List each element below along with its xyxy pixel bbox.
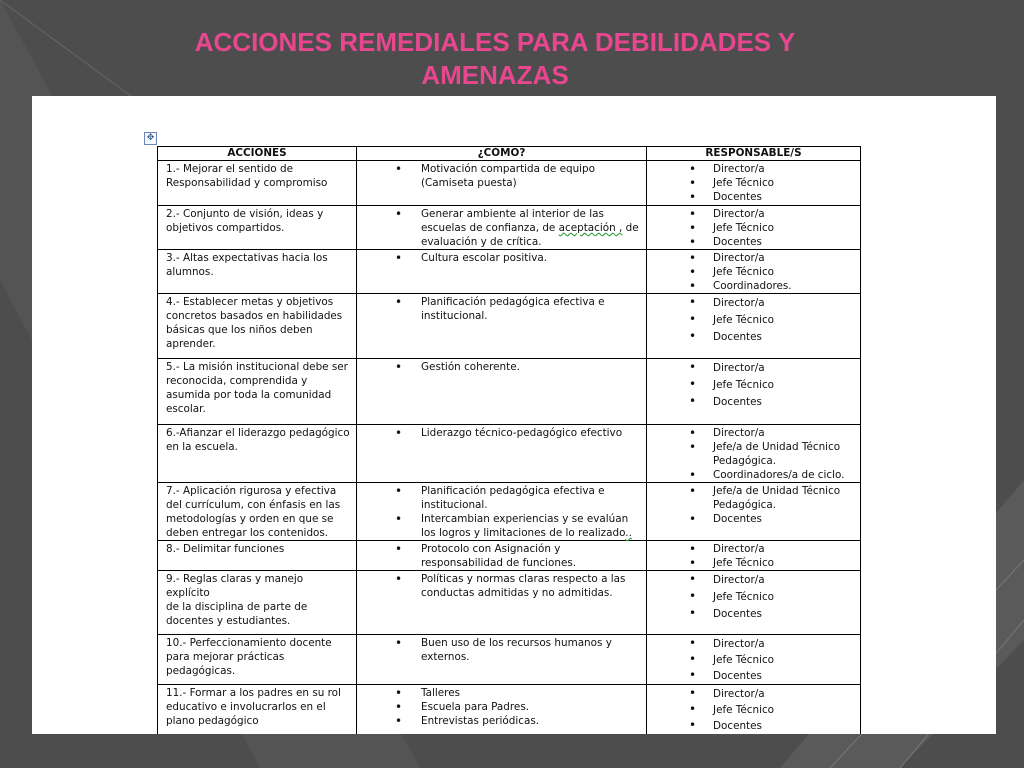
spellcheck-mark: .. — [625, 527, 632, 539]
responsables-cell — [647, 425, 861, 483]
como-item: • Cultura escolar positiva. — [365, 251, 640, 265]
como-cell — [357, 161, 647, 206]
accion-text: 1.- Mejorar el sentido de — [166, 163, 293, 175]
responsable-item: • Director/a — [655, 251, 854, 265]
accion-text: para mejorar prácticas — [166, 651, 285, 663]
table-row — [158, 571, 861, 635]
responsable-item: • Jefe Técnico — [655, 589, 854, 606]
table-header-row — [158, 147, 861, 161]
como-cell — [357, 250, 647, 294]
responsable-item: • Jefe Técnico — [655, 176, 854, 190]
responsable-item: • Docentes — [655, 668, 854, 684]
accion-cell — [158, 685, 357, 735]
responsable-item: • Jefe/a de Unidad Técnico Pedagógica. — [655, 440, 854, 468]
remedial-actions-table — [157, 146, 861, 734]
accion-text: deben entregar los contenidos. — [166, 527, 329, 539]
accion-text: concretos basados en habilidades — [166, 310, 343, 322]
como-item: • Gestión coherente. — [365, 360, 640, 374]
accion-text: 10.- Perfeccionamiento docente — [166, 637, 332, 649]
responsable-item: • Director/a — [655, 360, 854, 377]
responsables-cell — [647, 250, 861, 294]
responsable-item: • Docentes — [655, 329, 854, 346]
accion-text: reconocida, comprendida y — [166, 375, 308, 387]
accion-cell — [158, 483, 357, 541]
responsable-item: • Docentes — [655, 394, 854, 411]
responsables-cell — [647, 161, 861, 206]
table-row — [158, 250, 861, 294]
accion-cell — [158, 161, 357, 206]
responsables-cell — [647, 571, 861, 635]
responsable-item: • Director/a — [655, 207, 854, 221]
responsable-item: • Coordinadores/a de ciclo. — [655, 468, 854, 482]
responsable-item: • Director/a — [655, 636, 854, 652]
responsable-item: • Director/a — [655, 162, 854, 176]
accion-text: escolar. — [166, 403, 206, 415]
como-item: • Planificación pedagógica efectiva e institucional. — [365, 484, 640, 512]
accion-text: de la disciplina de parte de — [166, 601, 308, 613]
como-item: • Liderazgo técnico-pedagógico efectivo — [365, 426, 640, 440]
accion-text: en la escuela. — [166, 441, 238, 453]
responsables-cell — [647, 483, 861, 541]
accion-cell — [158, 206, 357, 250]
accion-text: 2.- Conjunto de visión, ideas y — [166, 208, 324, 220]
accion-text: objetivos compartidos. — [166, 222, 285, 234]
document-page — [32, 96, 996, 734]
responsables-cell — [647, 359, 861, 425]
como-item: • Políticas y normas claras respecto a las conductas admitidas y no admitidas. — [365, 572, 640, 600]
accion-text: educativo e involucrarlos en el — [166, 701, 326, 713]
accion-text: docentes y estudiantes. — [166, 615, 291, 627]
como-item: • Buen uso de los recursos humanos y externos. — [365, 636, 640, 664]
como-item — [365, 207, 640, 249]
como-cell — [357, 483, 647, 541]
table-row — [158, 685, 861, 735]
accion-text: 4.- Establecer metas y objetivos — [166, 296, 334, 308]
responsable-item: • Docentes — [655, 512, 854, 526]
responsable-item: • Director/a — [655, 295, 854, 312]
responsable-item: • Docentes — [655, 190, 854, 204]
responsable-item: • Jefe Técnico — [655, 377, 854, 394]
header-acciones: ACCIONES — [158, 147, 357, 161]
como-cell — [357, 541, 647, 571]
responsable-item: • Jefe Técnico — [655, 652, 854, 668]
table-row — [158, 541, 861, 571]
responsable-item: • Jefe Técnico — [655, 556, 854, 570]
responsable-item: • Coordinadores. — [655, 279, 854, 293]
accion-cell — [158, 541, 357, 571]
slide-title-line-2: AMENAZAS — [421, 60, 569, 90]
accion-text: Responsabilidad y compromiso — [166, 177, 328, 189]
como-text: Intercambian experiencias y se evalúan los logros y limitaciones de lo realizado — [421, 513, 629, 539]
accion-text: asumida por toda la comunidad — [166, 389, 332, 401]
slide-title — [150, 26, 840, 92]
table-row — [158, 294, 861, 359]
como-item: • Talleres — [365, 686, 640, 700]
como-item: • Motivación compartida de equipo (Camiseta puesta) — [365, 162, 640, 190]
accion-cell — [158, 359, 357, 425]
table-row — [158, 635, 861, 685]
como-item: • Protocolo con Asignación y responsabilidad de funciones. — [365, 542, 640, 570]
table-row — [158, 425, 861, 483]
accion-text: 3.- Altas expectativas hacia los — [166, 252, 328, 264]
como-item: • Planificación pedagógica efectiva e institucional. — [365, 295, 640, 323]
move-cross-icon[interactable]: ✥ — [144, 132, 157, 145]
accion-text: alumnos. — [166, 266, 214, 278]
accion-text: 5.- La misión institucional debe ser — [166, 361, 348, 373]
responsable-item: • Director/a — [655, 542, 854, 556]
accion-text: 9.- Reglas claras y manejo explícito — [166, 573, 304, 599]
responsable-item: • Docentes — [655, 235, 854, 249]
table-row — [158, 359, 861, 425]
responsable-item: • Jefe Técnico — [655, 265, 854, 279]
responsables-cell — [647, 635, 861, 685]
table-row — [158, 483, 861, 541]
responsable-item: • Jefe/a de Unidad Técnico Pedagógica. — [655, 484, 854, 512]
como-item: • Entrevistas periódicas. — [365, 714, 640, 728]
header-como: ¿CÓMO? — [357, 147, 647, 161]
table-row — [158, 206, 861, 250]
accion-text: 7.- Aplicación rigurosa y efectiva — [166, 485, 337, 497]
como-text: de evaluación y de crítica. — [421, 222, 639, 248]
accion-text: aprender. — [166, 338, 216, 350]
accion-text: plano pedagógico — [166, 715, 259, 727]
como-cell — [357, 635, 647, 685]
responsable-item: • Jefe Técnico — [655, 312, 854, 329]
como-cell — [357, 685, 647, 735]
accion-text: metodologías y orden en que se — [166, 513, 334, 525]
responsable-item: • Director/a — [655, 572, 854, 589]
accion-cell — [158, 294, 357, 359]
accion-text: del currículum, con énfasis en las — [166, 499, 341, 511]
accion-text: pedagógicas. — [166, 665, 236, 677]
responsables-cell — [647, 685, 861, 735]
accion-text: 8.- Delimitar funciones — [166, 543, 285, 555]
accion-cell — [158, 250, 357, 294]
como-item: • Escuela para Padres. — [365, 700, 640, 714]
header-responsables: RESPONSABLE/S — [647, 147, 861, 161]
como-cell — [357, 425, 647, 483]
responsable-item: • Director/a — [655, 686, 854, 702]
responsable-item: • Docentes — [655, 718, 854, 734]
accion-text: básicas que los niños deben — [166, 324, 313, 336]
table-row — [158, 161, 861, 206]
como-cell — [357, 206, 647, 250]
accion-cell — [158, 635, 357, 685]
slide-title-line-1: ACCIONES REMEDIALES PARA DEBILIDADES Y — [194, 27, 796, 57]
responsable-item: • Director/a — [655, 426, 854, 440]
como-item — [365, 512, 640, 540]
responsable-item: • Jefe Técnico — [655, 221, 854, 235]
spellcheck-word: aceptación , — [558, 222, 623, 234]
accion-cell — [158, 571, 357, 635]
accion-text: 6.-Afianzar el liderazgo pedagógico — [166, 427, 350, 439]
como-cell — [357, 294, 647, 359]
responsable-item: • Jefe Técnico — [655, 702, 854, 718]
responsables-cell — [647, 541, 861, 571]
accion-text: 11.- Formar a los padres en su rol — [166, 687, 341, 699]
responsables-cell — [647, 206, 861, 250]
como-cell — [357, 571, 647, 635]
accion-cell — [158, 425, 357, 483]
como-cell — [357, 359, 647, 425]
responsables-cell — [647, 294, 861, 359]
responsable-item: • Docentes — [655, 606, 854, 623]
como-text: Generar ambiente al interior de las escuelas de confianza, de — [421, 208, 604, 234]
